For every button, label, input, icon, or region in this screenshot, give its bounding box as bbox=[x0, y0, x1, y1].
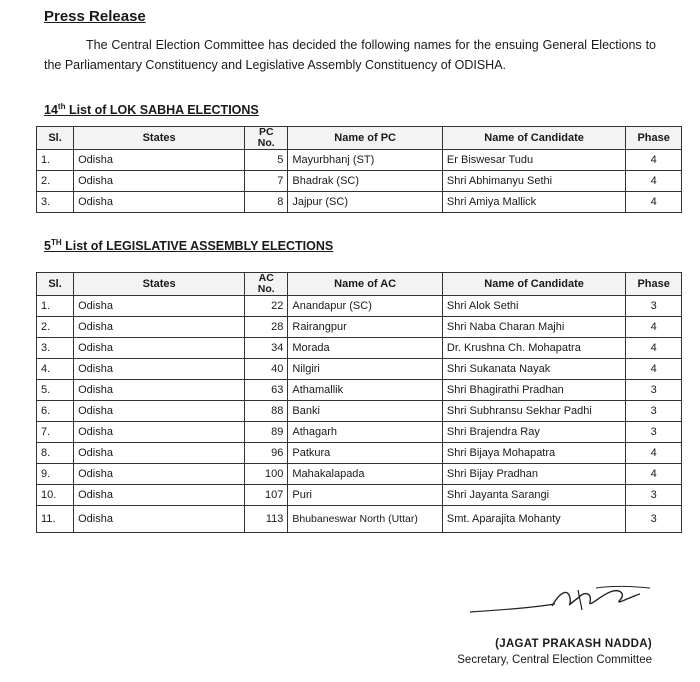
cell-candidate-name: Shri Bijay Pradhan bbox=[442, 464, 625, 485]
cell-state: Odisha bbox=[74, 359, 245, 380]
cell-candidate-name: Shri Amiya Mallick bbox=[442, 192, 625, 213]
cell-number: 107 bbox=[245, 485, 288, 506]
cell-number: 22 bbox=[245, 296, 288, 317]
cell-candidate-name: Er Biswesar Tudu bbox=[442, 150, 625, 171]
cell-sl: 1. bbox=[37, 296, 74, 317]
cell-state: Odisha bbox=[74, 296, 245, 317]
table-row bbox=[37, 192, 682, 213]
cell-phase: 4 bbox=[626, 338, 682, 359]
cell-state: Odisha bbox=[74, 443, 245, 464]
col-header-states: States bbox=[74, 127, 245, 150]
cell-constituency-name: Rairangpur bbox=[288, 317, 443, 338]
col-header-candidate: Name of Candidate bbox=[442, 273, 625, 296]
cell-number: 88 bbox=[245, 401, 288, 422]
cell-phase: 4 bbox=[626, 359, 682, 380]
cell-constituency-name: Patkura bbox=[288, 443, 443, 464]
cell-sl: 3. bbox=[37, 192, 74, 213]
cell-sl: 10. bbox=[37, 485, 74, 506]
cell-sl: 7. bbox=[37, 422, 74, 443]
cell-phase: 4 bbox=[626, 192, 682, 213]
col-header-sl: Sl. bbox=[37, 127, 74, 150]
table-row bbox=[37, 506, 682, 533]
col-header-states: States bbox=[74, 273, 245, 296]
table-header-row bbox=[37, 273, 682, 296]
table-row bbox=[37, 338, 682, 359]
cell-state: Odisha bbox=[74, 464, 245, 485]
cell-constituency-name: Mayurbhanj (ST) bbox=[288, 150, 443, 171]
cell-constituency-name: Nilgiri bbox=[288, 359, 443, 380]
cell-constituency-name: Morada bbox=[288, 338, 443, 359]
signatory-name: (JAGAT PRAKASH NADDA) bbox=[495, 638, 652, 650]
cell-sl: 6. bbox=[37, 401, 74, 422]
cell-sl: 9. bbox=[37, 464, 74, 485]
col-header-sl: Sl. bbox=[37, 273, 74, 296]
table-row bbox=[37, 422, 682, 443]
cell-number: 89 bbox=[245, 422, 288, 443]
cell-phase: 3 bbox=[626, 485, 682, 506]
cell-number: 34 bbox=[245, 338, 288, 359]
table-row bbox=[37, 401, 682, 422]
cell-candidate-name: Shri Brajendra Ray bbox=[442, 422, 625, 443]
cell-constituency-name: Bhadrak (SC) bbox=[288, 171, 443, 192]
col-header-phase: Phase bbox=[626, 273, 682, 296]
cell-state: Odisha bbox=[74, 317, 245, 338]
table-row bbox=[37, 464, 682, 485]
cell-candidate-name: Dr. Krushna Ch. Mohapatra bbox=[442, 338, 625, 359]
cell-phase: 3 bbox=[626, 296, 682, 317]
cell-candidate-name: Shri Bhagirathi Pradhan bbox=[442, 380, 625, 401]
cell-number: 8 bbox=[245, 192, 288, 213]
cell-sl: 8. bbox=[37, 443, 74, 464]
signature-image bbox=[460, 580, 660, 620]
cell-state: Odisha bbox=[74, 150, 245, 171]
col-header-name-of-ac: Name of AC bbox=[288, 273, 443, 296]
cell-number: 113 bbox=[245, 506, 288, 533]
cell-number: 5 bbox=[245, 150, 288, 171]
cell-sl: 3. bbox=[37, 338, 74, 359]
cell-number: 28 bbox=[245, 317, 288, 338]
table-row bbox=[37, 380, 682, 401]
table-row bbox=[37, 485, 682, 506]
assembly-heading: 5TH List of LEGISLATIVE ASSEMBLY ELECTIONS bbox=[44, 238, 334, 254]
intro-text: The Central Election Committee has decided the following names for the ensuing General Elections to the Parliamentary Constituency and Legislative Assembly Constituency of ODISHA. bbox=[44, 38, 656, 72]
table-row bbox=[37, 359, 682, 380]
signatory-role: Secretary, Central Election Committee bbox=[457, 654, 652, 666]
cell-constituency-name: Bhubaneswar North (Uttar) bbox=[288, 506, 443, 533]
cell-phase: 3 bbox=[626, 422, 682, 443]
cell-candidate-name: Shri Bijaya Mohapatra bbox=[442, 443, 625, 464]
cell-number: 40 bbox=[245, 359, 288, 380]
cell-number: 63 bbox=[245, 380, 288, 401]
table-row bbox=[37, 296, 682, 317]
cell-constituency-name: Jajpur (SC) bbox=[288, 192, 443, 213]
cell-phase: 4 bbox=[626, 464, 682, 485]
cell-state: Odisha bbox=[74, 171, 245, 192]
cell-constituency-name: Anandapur (SC) bbox=[288, 296, 443, 317]
cell-candidate-name: Shri Sukanata Nayak bbox=[442, 359, 625, 380]
col-header-phase: Phase bbox=[626, 127, 682, 150]
cell-state: Odisha bbox=[74, 192, 245, 213]
cell-number: 100 bbox=[245, 464, 288, 485]
cell-constituency-name: Athamallik bbox=[288, 380, 443, 401]
cell-phase: 4 bbox=[626, 317, 682, 338]
table-row bbox=[37, 171, 682, 192]
cell-sl: 2. bbox=[37, 171, 74, 192]
lok-sabha-table bbox=[36, 126, 682, 213]
cell-sl: 4. bbox=[37, 359, 74, 380]
table-row bbox=[37, 317, 682, 338]
cell-state: Odisha bbox=[74, 401, 245, 422]
cell-constituency-name: Mahakalapada bbox=[288, 464, 443, 485]
cell-state: Odisha bbox=[74, 338, 245, 359]
col-header-name-of-pc: Name of PC bbox=[288, 127, 443, 150]
cell-phase: 3 bbox=[626, 401, 682, 422]
cell-sl: 5. bbox=[37, 380, 74, 401]
cell-number: 7 bbox=[245, 171, 288, 192]
table-row bbox=[37, 150, 682, 171]
cell-phase: 3 bbox=[626, 506, 682, 533]
col-header-pc-no: PC No. bbox=[245, 127, 288, 150]
cell-state: Odisha bbox=[74, 506, 245, 533]
cell-state: Odisha bbox=[74, 422, 245, 443]
cell-phase: 3 bbox=[626, 380, 682, 401]
cell-constituency-name: Puri bbox=[288, 485, 443, 506]
intro-paragraph bbox=[44, 35, 656, 75]
cell-constituency-name: Athagarh bbox=[288, 422, 443, 443]
table-header-row bbox=[37, 127, 682, 150]
cell-candidate-name: Shri Jayanta Sarangi bbox=[442, 485, 625, 506]
cell-candidate-name: Shri Subhransu Sekhar Padhi bbox=[442, 401, 625, 422]
page-title: Press Release bbox=[44, 8, 146, 25]
cell-sl: 2. bbox=[37, 317, 74, 338]
cell-sl: 11. bbox=[37, 506, 74, 533]
cell-candidate-name: Shri Alok Sethi bbox=[442, 296, 625, 317]
cell-phase: 4 bbox=[626, 171, 682, 192]
cell-candidate-name: Smt. Aparajita Mohanty bbox=[442, 506, 625, 533]
cell-sl: 1. bbox=[37, 150, 74, 171]
cell-candidate-name: Shri Abhimanyu Sethi bbox=[442, 171, 625, 192]
cell-constituency-name: Banki bbox=[288, 401, 443, 422]
table-row bbox=[37, 443, 682, 464]
cell-state: Odisha bbox=[74, 485, 245, 506]
cell-number: 96 bbox=[245, 443, 288, 464]
assembly-table bbox=[36, 272, 682, 533]
lok-sabha-heading: 14th List of LOK SABHA ELECTIONS bbox=[44, 102, 259, 118]
cell-phase: 4 bbox=[626, 443, 682, 464]
cell-state: Odisha bbox=[74, 380, 245, 401]
cell-phase: 4 bbox=[626, 150, 682, 171]
col-header-candidate: Name of Candidate bbox=[442, 127, 625, 150]
col-header-ac-no: AC No. bbox=[245, 273, 288, 296]
cell-candidate-name: Shri Naba Charan Majhi bbox=[442, 317, 625, 338]
